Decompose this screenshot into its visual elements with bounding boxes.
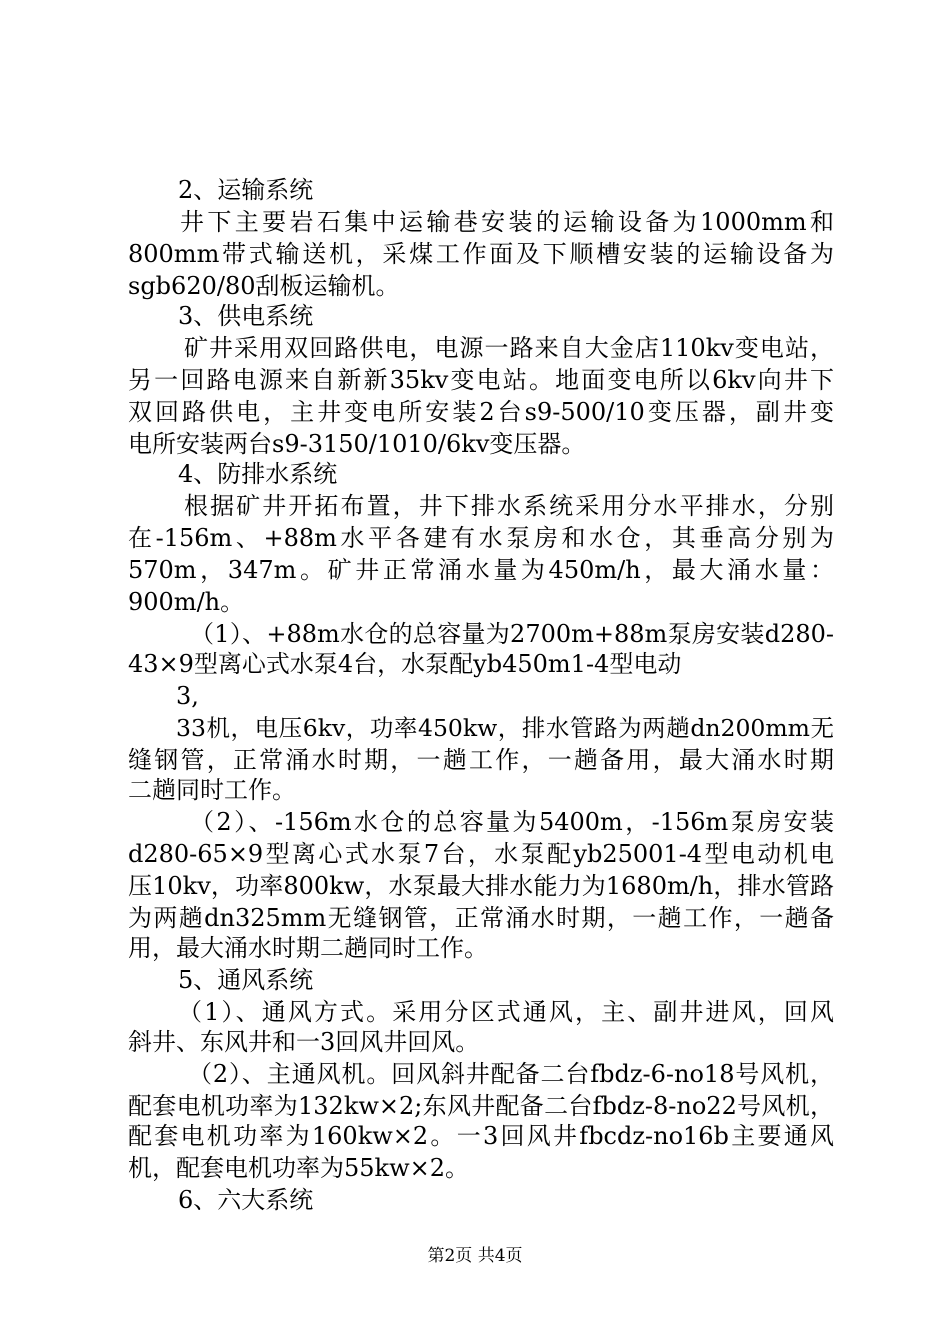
paragraph-line: 二趟同时工作。 <box>128 776 296 804</box>
paragraph-line: 3, <box>176 682 199 710</box>
heading-power-supply-system: 3、供电系统 <box>178 302 314 330</box>
paragraph-line: （1）、通风方式。采用分区式通风，主、副井进风，回风 <box>178 998 834 1026</box>
paragraph-line: 电所安装两台s9-3150/1010/6kv变压器。 <box>128 430 586 458</box>
paragraph-line: 矿井采用双回路供电，电源一路来自大金店110kv变电站， <box>184 334 834 362</box>
heading-transport-system: 2、运输系统 <box>178 176 314 204</box>
paragraph-line: 用，最大涌水时期二趟同时工作。 <box>128 934 488 962</box>
paragraph-line: 在-156m、+88m水平各建有水泵房和水仓，其垂高分别为 <box>128 524 834 552</box>
paragraph-line: 33机，电压6kv，功率450kw，排水管路为两趟dn200mm无 <box>176 714 834 742</box>
paragraph-line: （2）、主通风机。回风斜井配备二台fbdz-6-no18号风机， <box>188 1060 834 1088</box>
paragraph-line: 900m/h。 <box>128 588 245 616</box>
paragraph-line: 缝钢管，正常涌水时期，一趟工作，一趟备用，最大涌水时期 <box>128 746 834 774</box>
heading-six-major-systems: 6、六大系统 <box>178 1186 314 1214</box>
paragraph-line: 双回路供电，主井变电所安装2台s9-500/10变压器，副井变 <box>128 398 834 426</box>
paragraph-line: 800mm带式输送机，采煤工作面及下顺槽安装的运输设备为 <box>128 240 834 268</box>
paragraph-line: 为两趟dn325mm无缝钢管，正常涌水时期，一趟工作，一趟备 <box>128 904 834 932</box>
paragraph-line: 根据矿井开拓布置，井下排水系统采用分水平排水，分别 <box>184 492 834 520</box>
paragraph-line: （1）、+88m水仓的总容量为2700m+88m泵房安装d280- <box>190 620 834 648</box>
paragraph-line: 配套电机功率为132kw×2;东风井配备二台fbdz-8-no22号风机， <box>128 1092 834 1120</box>
paragraph-line: 43×9型离心式水泵4台，水泵配yb450m1-4型电动 <box>128 650 682 678</box>
paragraph-line: 另一回路电源来自新新35kv变电站。地面变电所以6kv向井下 <box>128 366 834 394</box>
paragraph-line: （2）、-156m水仓的总容量为5400m，-156m泵房安装 <box>190 808 834 836</box>
paragraph-line: 570m，347m。矿井正常涌水量为450m/h，最大涌水量： <box>128 556 834 584</box>
paragraph-line: d280-65×9型离心式水泵7台，水泵配yb25001-4型电动机电 <box>128 840 834 868</box>
paragraph-line: 配套电机功率为160kw×2。一3回风井fbcdz-no16b主要通风 <box>128 1122 834 1150</box>
heading-drainage-system: 4、防排水系统 <box>178 460 338 488</box>
paragraph-line: sgb620/80刮板运输机。 <box>128 272 400 300</box>
paragraph-line: 机，配套电机功率为55kw×2。 <box>128 1154 470 1182</box>
page-number-footer: 第2页 共4页 <box>427 1246 523 1266</box>
paragraph-line: 斜井、东风井和一3回风井回风。 <box>128 1028 480 1056</box>
paragraph-line: 压10kv，功率800kw，水泵最大排水能力为1680m/h，排水管路 <box>128 872 834 900</box>
heading-ventilation-system: 5、通风系统 <box>178 966 314 994</box>
paragraph-line: 井下主要岩石集中运输巷安装的运输设备为1000mm和 <box>180 208 834 236</box>
